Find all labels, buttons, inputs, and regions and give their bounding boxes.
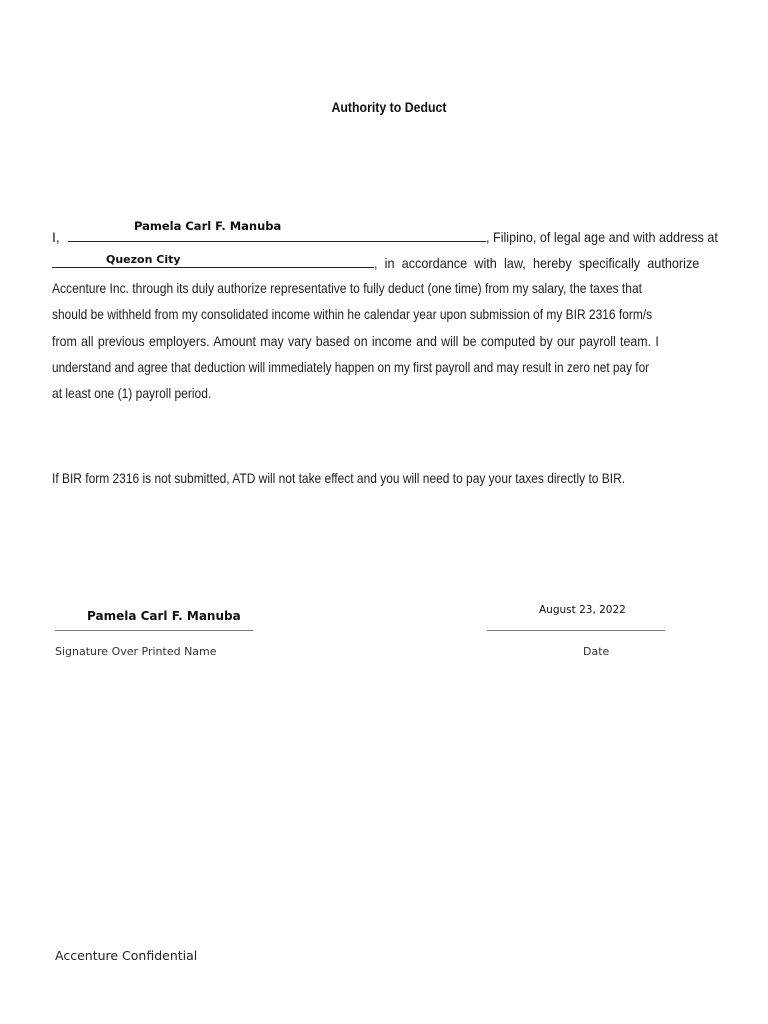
filled-address: Quezon City: [106, 253, 181, 266]
date-line[interactable]: [487, 630, 665, 631]
body-line-4: should be withheld from my consolidated income within he calendar year upon submission of my BIR 2316 form/s: [52, 306, 653, 322]
body-line-2: [52, 249, 728, 275]
signed-name: Pamela Carl F. Manuba: [87, 609, 241, 623]
confidential-footer: Accenture Confidential: [55, 948, 198, 963]
date-value: August 23, 2022: [539, 604, 626, 616]
name-blank[interactable]: [68, 223, 486, 242]
address-blank[interactable]: [52, 249, 374, 268]
notice-text: If BIR form 2316 is not submitted, ATD will not take effect and you will need to pay your taxes directly to BIR.: [52, 470, 626, 486]
body-line-5: from all previous employers. Amount may vary based on income and will be computed by our payroll team. I: [52, 333, 659, 349]
filled-name: Pamela Carl F. Manuba: [134, 219, 282, 233]
body-line-7: at least one (1) payroll period.: [52, 385, 212, 401]
notice-line: [52, 465, 728, 491]
line1-suffix: , Filipino, of legal age and with address at: [485, 229, 718, 245]
date-label: Date: [583, 645, 610, 658]
body-line-6: understand and agree that deduction will immediately happen on my first payroll and may result in zero net pay for: [52, 359, 650, 375]
document-title: Authority to Deduct: [331, 99, 447, 115]
line2-suffix: , in accordance with law, hereby specifically authorize: [374, 255, 700, 271]
body-line-1: [52, 223, 728, 249]
body-line-3: Accenture Inc. through its duly authorize representative to fully deduct (one time) from my salary, the taxes that: [52, 280, 643, 296]
signature-label: Signature Over Printed Name: [55, 645, 217, 658]
signature-line[interactable]: [55, 630, 253, 631]
line1-prefix: I,: [52, 229, 60, 245]
